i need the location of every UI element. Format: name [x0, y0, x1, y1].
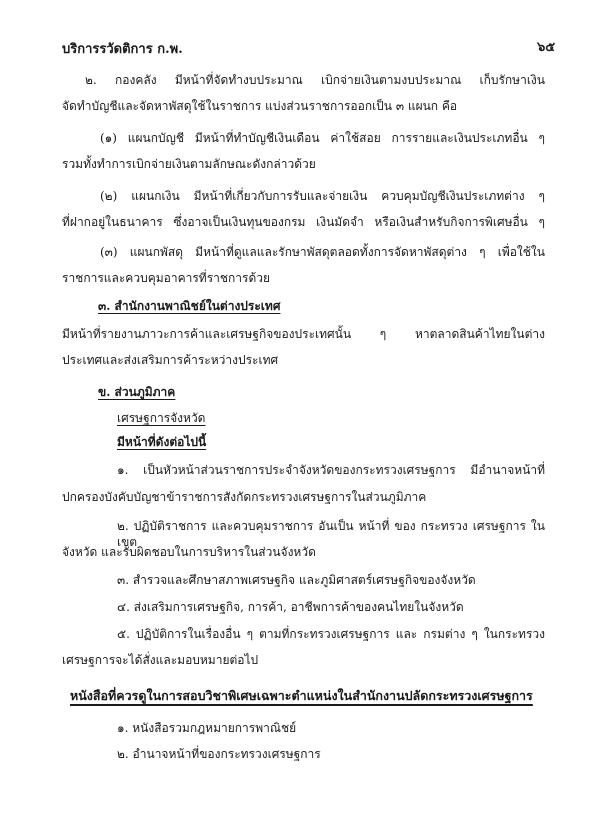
subsection-line: (๒) แผนกเงิน มีหน้าที่เกี่ยวกับการรับและจ่ายเงิน ควบคุมบัญชีเงินประเภทต่าง ๆ — [100, 189, 545, 203]
subsection-line: ที่ฝากอยู่ในธนาคาร ซึ่งอาจเป็นเงินทุนของกรม เงินมัดจำ หรือเงินสำหรับกิจการพิเศษอื่น ๆ — [62, 215, 545, 229]
list-item-line: ๕. ปฏิบัติการในเรื่องอื่น ๆ ตามที่กระทรวงเศรษฐการ และ กรมต่าง ๆ ในกระทรวง — [117, 627, 545, 641]
subsection-heading: เศรษฐการจังหวัด — [117, 411, 206, 425]
page-number: ๖๕ — [537, 40, 556, 55]
paragraph-line: ๒. กองคลัง มีหน้าที่จัดทำงบประมาณ เบิกจ่ายเงินตามงบประมาณ เก็บรักษาเงิน — [85, 73, 545, 87]
book-item: ๑. หนังสือรวมกฎหมายการพาณิชย์ — [117, 721, 297, 735]
subsection-line: รวมทั้งทำการเบิกจ่ายเงินตามลักษณะดังกล่าวด้วย — [62, 157, 316, 171]
paragraph-line: มีหน้าที่รายงานภาวะการค้าและเศรษฐกิจของประเทศนั้น ๆ หาตลาดสินค้าไทยในต่าง — [62, 327, 545, 341]
list-item: ๓. สำรวจและศึกษาสภาพเศรษฐกิจ และภูมิศาสตร์เศรษฐกิจของจังหวัด — [117, 573, 476, 587]
books-heading: หนังสือที่ควรดูในการสอบวิชาพิเศษเฉพาะตำแหน่งในสำนักงานปลัดกระทรวงเศรษฐการ — [70, 688, 533, 703]
subsection-line: (๓) แผนกพัสดุ มีหน้าที่ดูแลและรักษาพัสดุตลอดทั้งการจัดหาพัสดุต่าง ๆ เพื่อใช้ใน — [100, 245, 545, 259]
duties-heading: มีหน้าที่ดังต่อไปนี้ — [117, 435, 207, 449]
list-item: ๔. ส่งเสริมการเศรษฐกิจ, การค้า, อาชีพการค้าของคนไทยในจังหวัด — [117, 600, 464, 614]
list-item-line: ๑. เป็นหัวหน้าส่วนราชการประจำจังหวัดของกระทรวงเศรษฐการ มีอำนาจหน้าที่ — [117, 463, 545, 477]
list-item-line: ๒. ปฏิบัติราชการ และควบคุมราชการ อันเป็น หน้าที่ ของ กระทรวง เศรษฐการ ในเขต — [117, 519, 545, 549]
subsection-line: ราชการและควบคุมอาคารที่ราชการด้วย — [62, 271, 271, 285]
section-heading: ข. ส่วนภูมิภาค — [98, 385, 176, 399]
list-item-line: จังหวัด และรับผิดชอบในการบริหารในส่วนจังหวัด — [62, 545, 316, 559]
list-item-line: เศรษฐการจะได้สั่งและมอบหมายต่อไป — [62, 653, 259, 667]
book-item: ๒. อำนาจหน้าที่ของกระทรวงเศรษฐการ — [117, 747, 321, 761]
section-heading: ๓. สำนักงานพาณิชย์ในต่างประเทศ — [98, 299, 281, 313]
list-item-line: ปกครองบังคับบัญชาข้าราชการสังกัดกระทรวงเศรษฐการในส่วนภูมิภาค — [62, 490, 427, 504]
paragraph-line: จัดทำบัญชีและจัดหาพัสดุใช้ในราชการ แบ่งส่วนราชการออกเป็น ๓ แผนก คือ — [62, 99, 458, 113]
paragraph-line: ประเทศและส่งเสริมการค้าระหว่างประเทศ — [62, 353, 279, 367]
subsection-line: (๑) แผนกบัญชี มีหน้าที่ทำบัญชีเงินเดือน ค่าใช้สอย การรายและเงินประเภทอื่น ๆ — [100, 131, 545, 145]
running-header-title: บริการรวัดติการ ก.พ. — [62, 42, 183, 57]
